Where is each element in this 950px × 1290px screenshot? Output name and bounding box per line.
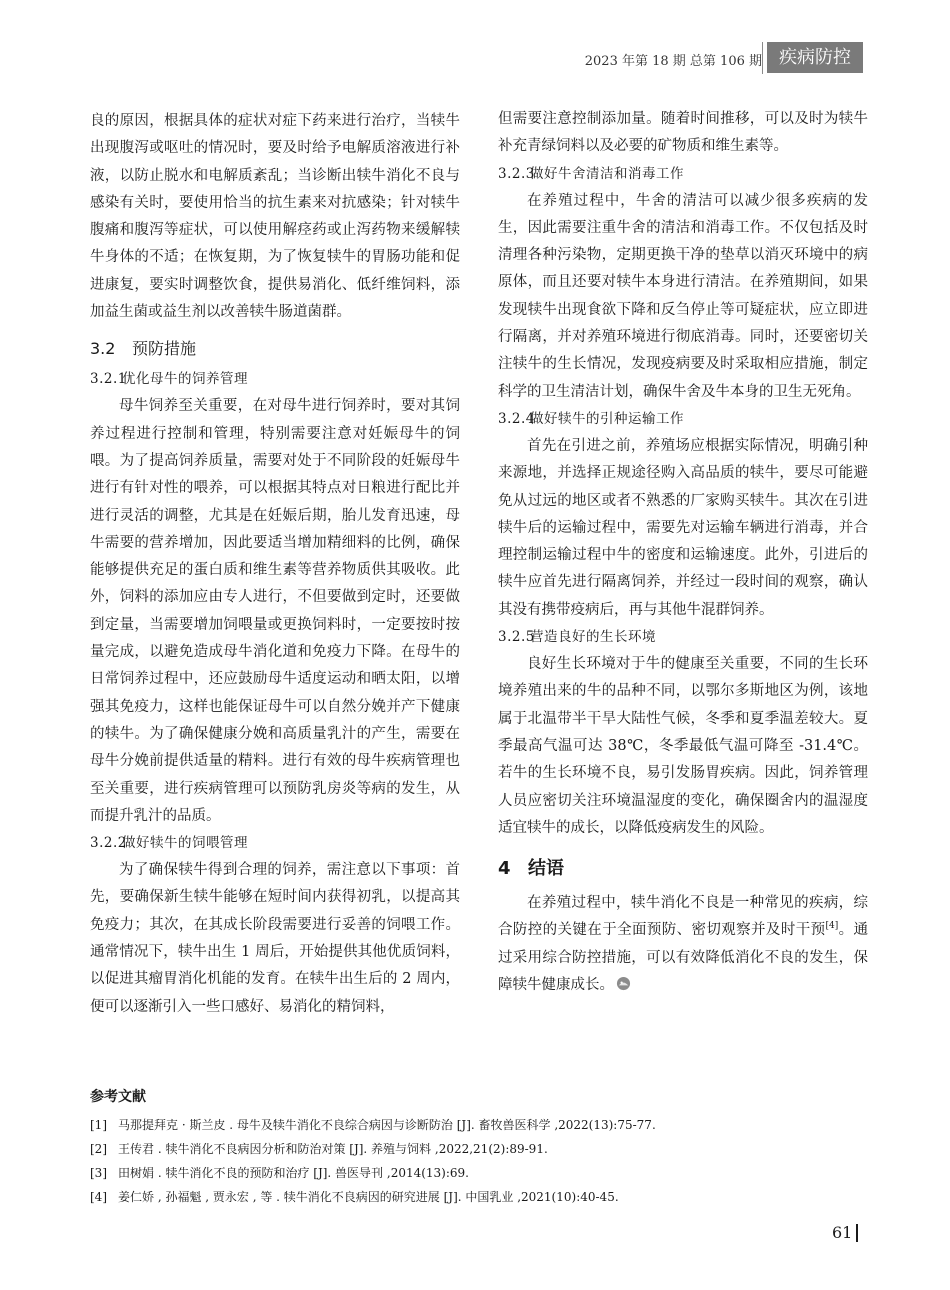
- references-title: 参考文献: [90, 1089, 146, 1105]
- reference-item: [90, 1185, 880, 1209]
- subsection-title: 做好犊牛的引种运输工作: [530, 410, 684, 427]
- subsection-number: 3.2.4: [498, 410, 535, 427]
- reference-number: [3]: [90, 1166, 107, 1180]
- conclusion-text-end: 。通过采用综合防控措施，可以有效降低消化不良的发生，保障犊牛健康成长。: [498, 922, 869, 994]
- header-divider: [762, 42, 763, 74]
- paragraph-feeding-continued: 但需要注意控制添加量。随着时间推移，可以及时为犊牛补充青绿饲料以及必要的矿物质和维生素等。: [498, 111, 868, 155]
- reference-text: 姜仁娇 , 孙福魁 , 贾永宏 , 等 . 犊牛消化不良病因的研究进展 [J]. 中国乳业 ,2021(10):40-45.: [118, 1190, 619, 1204]
- subsection-title: 优化母牛的饲养管理: [122, 371, 248, 388]
- paragraph-cow-feeding: 母牛饲养至关重要，在对母牛进行饲养时，要对其饲养过程进行控制和管理，特别需要注意对妊娠母牛的饲喂。为了提高饲养质量，需要对处于不同阶段的妊娠母牛进行有针对性的喂养，可以根据其特点对日粮进行配比并进行灵活的调整，尤其是在妊娠后期，胎儿发育迅速，母牛需要的营养增加，因此要适当增加精细料的比例，确保能够提供充足的蛋白质和维生素等营养物质供其吸收。此外，饲料的添加应由专人进行，不但要做到定时，还要做到定量，当需要增加饲喂量或更换饲料时，一定要按时按量完成，以避免造成母牛消化道和免疫力下降。在母牛的日常饲养过程中，还应鼓励母牛适度运动和晒太阳，以增强其免疫力，这样也能保证母牛可以自然分娩并产下健康的犊牛。为了确保健康分娩和高质量乳汁的产生，需要在母牛分娩前提供适量的精料。进行有效的母牛疾病管理也至关重要，进行疾病管理可以预防乳房炎等病的发生，从而提升乳汁的品质。: [90, 398, 460, 824]
- reference-item: [90, 1137, 880, 1161]
- citation-link[interactable]: [4]: [825, 921, 839, 932]
- reference-number: [4]: [90, 1190, 107, 1204]
- subsection-number: 3.2.5: [498, 629, 535, 646]
- paragraph-transport: 首先在引进之前，养殖场应根据实际情况，明确引种来源地，并选择正规途径购入高品质的犊牛，要尽可能避免从过远的地区或者不熟悉的厂家购买犊牛。其次在引进犊牛后的运输过程中，需要先对运输车辆进行消毒，并合理控制运输过程中牛的密度和运输速度。此外，引进后的犊牛应首先进行隔离饲养，并经过一段时间的观察，确认其没有携带疫病后，再与其他牛混群饲养。: [498, 437, 868, 618]
- references: [90, 1087, 880, 1209]
- conclusion-text: 在养殖过程中，犊牛消化不良是一种常见的疾病，综合防控的关键在于全面预防、密切观察并及时干预: [498, 895, 868, 939]
- reference-text: 田树娟 . 犊牛消化不良的预防和治疗 [J]. 兽医导刊 ,2014(13):69.: [118, 1166, 469, 1180]
- section-title: 结语: [528, 858, 564, 880]
- section-title: 预防措施: [132, 339, 197, 359]
- paragraph-calf-feeding: 为了确保犊牛得到合理的饲养，需注意以下事项：首先，要确保新生犊牛能够在短时间内获得初乳，以提高其免疫力；其次，在其成长阶段需要进行妥善的饲喂工作。通常情况下，犊牛出生 1 周后，开始提供其他优质饲料，以促进其瘤胃消化机能的发育。在犊牛出生后的 2 周内，便可以逐渐引入一些口感好、易消化的精饲料，: [90, 862, 460, 1015]
- subsection-heading-3-2-2: [90, 830, 460, 857]
- reference-text: 马那提拜克 · 斯兰皮 . 母牛及犊牛消化不良综合病因与诊断防治 [J]. 畜牧兽医科学 ,2022(13):75-77.: [118, 1118, 656, 1132]
- left-column: [90, 108, 460, 1021]
- end-mark-icon: [616, 976, 631, 991]
- subsection-title: 做好犊牛的饲喂管理: [122, 835, 248, 852]
- section-number: 4: [498, 858, 511, 880]
- reference-item: [90, 1113, 880, 1137]
- subsection-number: 3.2.1: [90, 371, 127, 388]
- subsection-number: 3.2.2: [90, 835, 127, 852]
- paragraph-treatment: 良的原因，根据具体的症状对症下药来进行治疗，当犊牛出现腹泻或呕吐的情况时，要及时给予电解质溶液进行补液，以防止脱水和电解质紊乱；当诊断出犊牛消化不良与感染有关时，要使用恰当的抗生素来对抗感染；针对犊牛腹痛和腹泻等症状，可以使用解痉药或止泻药物来缓解犊牛身体的不适；在恢复期，为了恢复犊牛的胃肠功能和促进康复，要实时调整饮食，提供易消化、低纤维饲料，添加益生菌或益生剂以改善犊牛肠道菌群。: [90, 113, 460, 321]
- subsection-heading-3-2-4: [498, 406, 868, 433]
- page-number: 61: [832, 1223, 853, 1242]
- subsection-number: 3.2.3: [498, 165, 535, 182]
- section-number: 3.2: [90, 339, 116, 359]
- reference-number: [2]: [90, 1142, 107, 1156]
- right-column: [498, 106, 868, 999]
- section-heading-4: [498, 854, 868, 884]
- page-number-bar: [856, 1224, 858, 1242]
- issue-info: 2023 年第 18 期 总第 106 期: [584, 54, 762, 69]
- section-badge: 疾病防控: [767, 42, 863, 73]
- subsection-heading-3-2-5: [498, 624, 868, 651]
- subsection-title: 做好牛舍清洁和消毒工作: [530, 165, 684, 182]
- paragraph-conclusion: [498, 890, 868, 999]
- paragraph-environment: 良好生长环境对于牛的健康至关重要，不同的生长环境养殖出来的牛的品种不同，以鄂尔多斯地区为例，该地属于北温带半干旱大陆性气候，冬季和夏季温差较大。夏季最高气温可达 38℃，冬季最低气温可降至 -31.4℃。若牛的生长环境不良，易引发肠胃疾病。因此，饲养管理人员应密切关注环境温湿度的变化，确保圈舍内的温湿度适宜犊牛的成长，以降低疫病发生的风险。: [498, 656, 868, 836]
- paragraph-cleaning: 在养殖过程中，牛舍的清洁可以减少很多疾病的发生，因此需要注重牛舍的清洁和消毒工作。不仅包括及时清理各种污染物，定期更换干净的垫草以消灭环境中的病原体，而且还要对犊牛本身进行清洁。在养殖期间，如果发现犊牛出现食欲下降和反刍停止等可疑症状，应立即进行隔离，并对养殖环境进行彻底消毒。同时，还要密切关注犊牛的生长情况，发现疫病要及时采取相应措施，制定科学的卫生清洁计划，确保牛舍及牛本身的卫生无死角。: [498, 192, 868, 400]
- subsection-title: 营造良好的生长环境: [530, 629, 656, 646]
- subsection-heading-3-2-1: [90, 366, 460, 393]
- section-heading-3-2: [90, 335, 460, 363]
- reference-number: [1]: [90, 1118, 107, 1132]
- reference-item: [90, 1161, 880, 1185]
- subsection-heading-3-2-3: [498, 161, 868, 188]
- reference-text: 王传君 . 犊牛消化不良病因分析和防治对策 [J]. 养殖与饲料 ,2022,21(2):89-91.: [118, 1142, 548, 1156]
